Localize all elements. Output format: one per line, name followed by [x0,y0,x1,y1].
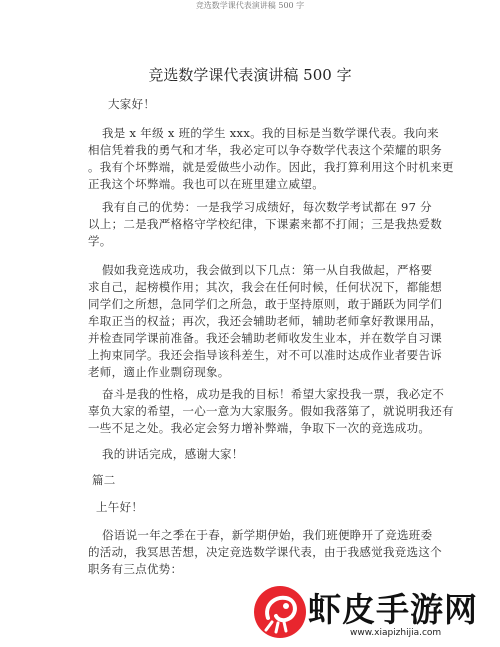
text-line: 我的讲话完成，感谢大家！ [102,447,244,461]
text-line: 职务有三点优势： [88,562,183,576]
text-line: 。我有个坏弊端，就是爱做些小动作。因此，我打算利用这个时机来更 [88,160,454,174]
page-header: 竞选数学课代表演讲稿 500 字 [195,1,305,10]
paragraph-greeting-2 [96,499,143,516]
site-watermark [250,582,500,647]
text-line: 正我这个坏弊端。我也可以在班里建立威望。 [88,177,324,191]
text-line: 求自己，起榜模作用；其次，我会在任何时候，任何状况下，都能想 [88,280,442,294]
text-line: 俗语说一年之季在于春，新学期伊始，我们班便睁开了竞选班委 [102,528,433,542]
text-line: 相信凭着我的勇气和才华，我必定可以争夺数学代表这个荣耀的职务 [88,143,442,157]
text-line: 牟取正当的权益；再次，我还会辅助老师，辅助老师拿好教课用品， [88,314,442,328]
document-title: 竞选数学课代表演讲稿 500 字 [148,66,352,84]
watermark-title: 虾皮手游网 [308,590,478,629]
paragraph-greeting [108,96,155,113]
text-line: 上拘束同学。我还会指导该科差生，对不可以准时达成作业者要告诉 [88,348,442,362]
text-line: 一些不足之处。我必定会努力增补弊端，争取下一次的竞选成功。 [88,421,431,435]
text-line: 并检查同学课前准备。我还会辅助老师收发生业本，并在数学自习课 [88,331,442,345]
paragraph-advantages [88,199,442,250]
watermark-url: www.xiapizhijia.com [350,628,442,638]
shrimp-logo-icon [250,582,310,642]
text-line: 辜负大家的希望，一心一意为大家服务。假如我落第了，就说明我还有 [88,404,454,418]
text-line: 的活动，我冥思苦想，决定竞选数学课代表，由于我感觉我竞选这个 [88,545,442,559]
paragraph-closing [102,446,244,463]
paragraph-plan [88,262,442,381]
text-line: 我有自己的优势：一是我学习成绩好，每次数学考试都在 97 分 [102,200,432,214]
text-line: 以上；二是我严格格守学校纪律，下课素来都不打闹；三是我热爱数 [88,217,442,231]
text-line: 奋斗是我的性格，成功是我的目标！希望大家投我一票，我必定不 [102,387,445,401]
text-line: 上午好！ [96,500,144,514]
text-line: 同学们之所想，急同学们之所急，敢于坚持原则，敢于踊跃为同学们 [88,297,442,311]
text-line: 大家好！ [108,97,156,111]
paragraph-saying [88,527,442,578]
text-line: 篇二 [92,473,116,487]
text-line: 学。 [88,234,112,248]
text-line: 老师，適止作业剽窃现象。 [88,365,230,379]
text-line: 假如我竞选成功，我会做到以下几点：第一从自我做起，严格要 [102,263,433,277]
text-line: 我是 x 年级 x 班的学生 xxx。我的目标是当数学课代表。我向来 [102,126,439,140]
paragraph-intro [88,125,454,193]
section-heading [92,472,116,489]
paragraph-goal [88,386,454,437]
